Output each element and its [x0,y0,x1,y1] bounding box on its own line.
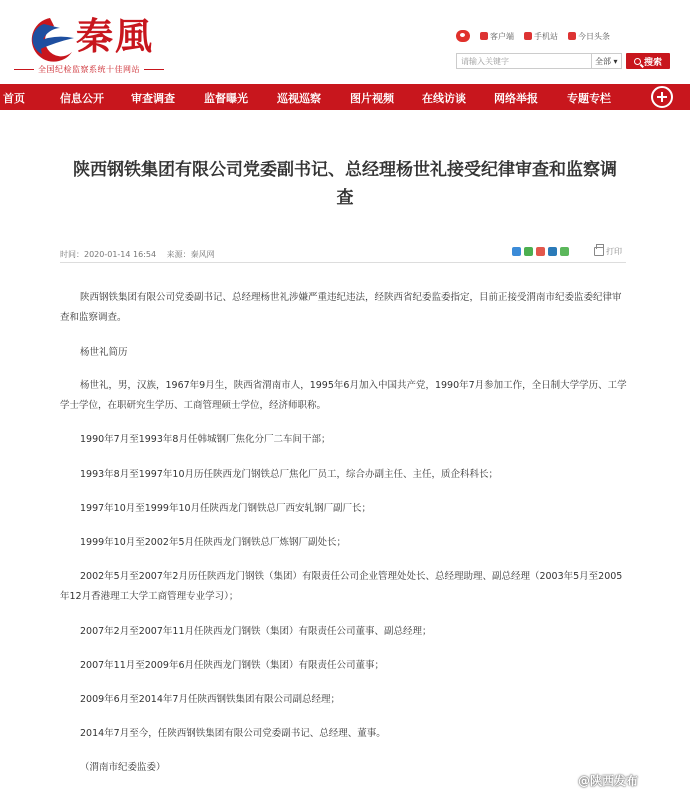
article-paragraph: 2009年6月至2014年7月任陕西钢铁集团有限公司副总经理； [80,694,340,705]
article-paragraph: 1990年7月至1993年8月任韩城钢厂焦化分厂二车间干部； [80,434,331,445]
printer-icon [594,247,604,256]
top-link-label: 今日头条 [578,31,610,41]
client-icon [480,32,488,40]
top-links [456,30,610,42]
toutiao-icon [568,32,576,40]
nav-item-info[interactable]: 信息公开 [60,92,104,105]
article-paragraph: 杨世礼，男，汉族，1967年9月生，陕西省渭南市人，1995年6月加入中国共产党，1990年7月参加工作，全日制大学学历、工学学士学位，在职研究生学历、工商管理硕士学位，经济师职称。 [60,380,627,411]
share-qzone-icon[interactable] [524,247,533,256]
nav-item-media[interactable]: 图片视频 [350,92,394,105]
top-link-mobile[interactable] [524,31,558,42]
article-paragraph: 1999年10月至2002年5月任陕西龙门钢铁总厂炼钢厂副处长； [80,537,346,548]
search-button[interactable] [626,53,670,69]
article-paragraph: 1993年8月至1997年10月历任陕西龙门钢铁总厂焦化厂员工，综合办副主任、主任，质企科科长； [80,469,498,480]
site-slogan: 全国纪检监察系统十佳网站 [10,64,168,75]
share-icons [512,247,569,256]
weibo-icon[interactable] [456,30,470,42]
article-paragraph: 2002年5月至2007年2月历任陕西龙门钢铁（集团）有限责任公司企业管理处处长、总经理助理、副总经理（2003年5月至2005年12月香港理工大学工商管理专业学习）； [60,571,623,602]
article-source: 来源：秦风网 [166,250,215,259]
logo-text[interactable]: 秦風 [76,14,154,58]
article-paragraph: 陕西钢铁集团有限公司党委副书记、总经理杨世礼涉嫌严重违纪违法，经陕西省纪委监委指定，目前正接受渭南市纪委监委纪律审查和监察调查。 [60,292,622,323]
share-tencent-icon[interactable] [548,247,557,256]
article-title: 陕西钢铁集团有限公司党委副书记、总经理杨世礼接受纪律审查和监察调查 [73,160,617,208]
print-label: 打印 [606,247,622,256]
print-button[interactable] [594,246,622,257]
share-weibo-icon[interactable] [536,247,545,256]
nav-item-special[interactable]: 专题专栏 [567,92,611,105]
search-button-label: 搜索 [643,57,662,68]
meta-divider [60,262,626,263]
top-link-client[interactable] [480,31,514,42]
nav-item-inspection[interactable]: 巡视巡察 [277,92,321,105]
share-wechat-icon[interactable] [560,247,569,256]
nav-item-report[interactable]: 网络举报 [494,92,538,105]
article-meta [60,249,223,260]
article-paragraph: 2007年11月至2009年6月任陕西龙门钢铁（集团）有限责任公司董事； [80,660,384,671]
main-nav [0,84,690,110]
nav-item-exposure[interactable]: 监督曝光 [204,92,248,105]
article-paragraph: （渭南市纪委监委） [80,762,166,773]
mobile-icon [524,32,532,40]
search-input[interactable]: 请输入关键字 [456,53,592,69]
site-header [0,0,690,80]
share-plus-icon[interactable] [512,247,521,256]
article-paragraph: 杨世礼简历 [80,347,128,358]
article-paragraph: 2014年7月至今，任陕西钢铁集团有限公司党委副书记、总经理、董事。 [80,728,386,739]
top-link-label: 客户端 [490,31,514,41]
article-paragraph: 2007年2月至2007年11月任陕西龙门钢铁（集团）有限责任公司董事、副总经理； [80,626,432,637]
source-watermark: @陕西发布 [578,774,639,788]
top-link-toutiao[interactable] [568,31,610,42]
search-icon [634,58,641,65]
plus-icon[interactable] [651,86,673,108]
publish-time: 时间：2020-01-14 16:54 [60,250,157,259]
article-paragraph: 1997年10月至1999年10月任陕西龙门钢铁总厂西安轧钢厂副厂长； [80,503,372,514]
nav-item-home[interactable]: 首页 [3,92,25,105]
top-link-label: 手机站 [534,31,558,41]
nav-item-review[interactable]: 审查调查 [131,92,175,105]
search-scope-select[interactable]: 全部 ▾ [592,53,622,69]
nav-item-interview[interactable]: 在线访谈 [422,92,466,105]
